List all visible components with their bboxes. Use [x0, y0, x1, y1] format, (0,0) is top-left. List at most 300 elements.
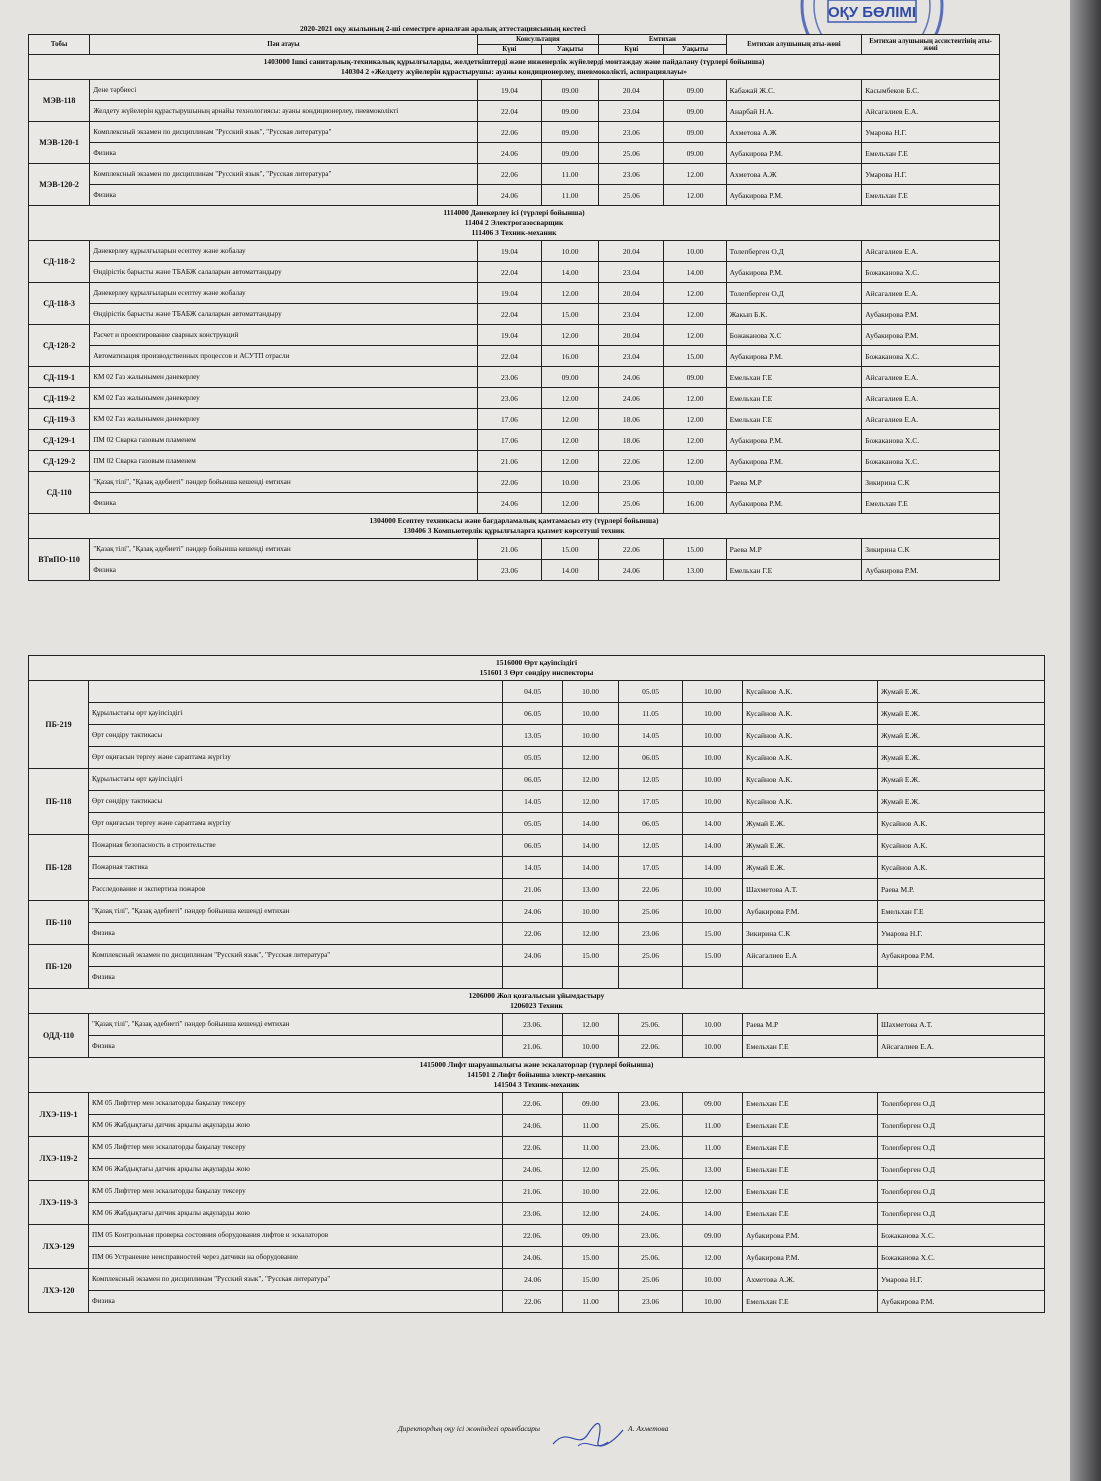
exam-day-cell: 25.06.: [619, 1247, 683, 1269]
subject-cell: Пожарная безопасность в строительстве: [89, 835, 503, 857]
footer-name: А. Ахметова: [628, 1424, 669, 1433]
exam-time-cell: 09.00: [664, 143, 726, 164]
header-examiner: Емтихан алушының аты-жөні: [726, 35, 862, 55]
table-row: [29, 1159, 1045, 1181]
table-row: [29, 791, 1045, 813]
subject-cell: Өрт оқиғасын тергеу және сараптама жүргізу: [89, 747, 503, 769]
exam-day-cell: 23.06: [619, 1291, 683, 1313]
group-code: МЭВ-118: [29, 80, 90, 122]
subject-cell: Өндірістік барысты және ТБАБЖ салаларын автоматтандыру: [90, 304, 478, 325]
header-exam: Емтихан: [599, 35, 726, 45]
specialty-line: 1206023 Техник: [510, 1001, 563, 1010]
consultation-day-cell: 05.05: [503, 813, 563, 835]
subject-cell: [89, 681, 503, 703]
consultation-day-cell: 14.05: [503, 857, 563, 879]
table-row: [29, 747, 1045, 769]
assistant-cell: Жумай Е.Ж.: [878, 703, 1045, 725]
consultation-day-cell: 22.04: [477, 262, 541, 283]
table-row: [29, 472, 1000, 493]
examiner-cell: Емельхан Г.Е: [743, 1159, 878, 1181]
subject-cell: Физика: [90, 493, 478, 514]
consultation-time-cell: 11.00: [563, 1137, 619, 1159]
exam-day-cell: 20.04: [599, 80, 664, 101]
exam-day-cell: 24.06: [599, 388, 664, 409]
subject-cell: Комплексный экзамен по дисциплинам "Русский язык", "Русская литература": [90, 122, 478, 143]
exam-day-cell: 18.06: [599, 409, 664, 430]
consultation-day-cell: 22.04: [477, 346, 541, 367]
table-row: [29, 409, 1000, 430]
consultation-time-cell: 10.00: [563, 725, 619, 747]
examiner-cell: Кусайнов А.К.: [743, 681, 878, 703]
group-code: ЛХЭ-129: [29, 1225, 89, 1269]
consultation-time-cell: 12.00: [542, 409, 599, 430]
assistant-cell: Божаканова Х.С.: [862, 346, 1000, 367]
exam-day-cell: 23.04: [599, 304, 664, 325]
specialty-line: 1114000 Дәнекерлеу ісі (түрлері бойынша): [443, 208, 585, 217]
consultation-day-cell: 22.06.: [503, 1225, 563, 1247]
subject-cell: КМ 06 Жабдықтағы датчик арқылы ақауларды жою: [89, 1203, 503, 1225]
examiner-cell: Аубакирова Р.М.: [726, 262, 862, 283]
header-consultation: Консультация: [477, 35, 598, 45]
specialty-line: 1415000 Лифт шаруашылығы және эскалаторлар (түрлері бойынша): [419, 1060, 654, 1069]
table-row: [29, 769, 1045, 791]
consultation-day-cell: 21.06.: [503, 1036, 563, 1058]
assistant-cell: Умарова Н.Г.: [878, 1269, 1045, 1291]
consultation-time-cell: 14.00: [542, 262, 599, 283]
assistant-cell: Кусайнов А.К.: [878, 835, 1045, 857]
consultation-time-cell: 10.00: [563, 681, 619, 703]
subject-cell: ПМ 05 Контрольная проверка состояния оборудования лифтов и эскалаторов: [89, 1225, 503, 1247]
header-exam-time: Уақыты: [664, 45, 726, 55]
exam-time-cell: 15.00: [683, 945, 743, 967]
exam-time-cell: 14.00: [683, 857, 743, 879]
consultation-day-cell: 23.06.: [503, 1014, 563, 1036]
examiner-cell: Емельхан Г.Е: [726, 409, 862, 430]
examiner-cell: Кабажай Ж.С.: [726, 80, 862, 101]
specialty-line: 140304 2 «Желдету жүйелерін құрастырушы: ауаны кондиционерлеу, пневмоколікті, аспирациялауы»: [340, 67, 687, 76]
group-code: МЭВ-120-2: [29, 164, 90, 206]
consultation-time-cell: 09.00: [542, 80, 599, 101]
table-row: [29, 430, 1000, 451]
table-row: [29, 1269, 1045, 1291]
exam-day-cell: 12.05: [619, 769, 683, 791]
subject-cell: КМ 05 Лифттер мен эскалаторды бақылау тексеру: [89, 1137, 503, 1159]
table-row: [29, 1181, 1045, 1203]
schedule-table-2: [28, 655, 1045, 1313]
consultation-day-cell: 24.06: [477, 143, 541, 164]
examiner-cell: Аубакирова Р.М.: [726, 143, 862, 164]
assistant-cell: Божаканова Х.С.: [878, 1225, 1045, 1247]
exam-day-cell: 14.05: [619, 725, 683, 747]
consultation-time-cell: 15.00: [563, 1269, 619, 1291]
consultation-time-cell: 14.00: [563, 813, 619, 835]
table-row: [29, 539, 1000, 560]
subject-cell: Дәнекерлеу құрылғыларын есептеу және жобалау: [90, 241, 478, 262]
exam-day-cell: 20.04: [599, 283, 664, 304]
exam-day-cell: 23.04: [599, 101, 664, 122]
consultation-day-cell: 24.06: [477, 185, 541, 206]
subject-cell: Физика: [89, 923, 503, 945]
exam-day-cell: 23.06.: [619, 1093, 683, 1115]
assistant-cell: Толепберген О.Д: [878, 1181, 1045, 1203]
consultation-time-cell: 15.00: [542, 539, 599, 560]
examiner-cell: Емельхан Г.Е: [743, 1115, 878, 1137]
consultation-time-cell: 10.00: [542, 472, 599, 493]
group-code: СД-129-1: [29, 430, 90, 451]
table-row: [29, 1291, 1045, 1313]
assistant-cell: Умарова Н.Г.: [862, 164, 1000, 185]
table-row: [29, 1225, 1045, 1247]
specialty-line: 11404 2 Электрогазосварщик: [464, 218, 564, 227]
table-row: [29, 388, 1000, 409]
table-row: [29, 879, 1045, 901]
assistant-cell: Айсагалиев Е.А.: [862, 409, 1000, 430]
table-row: [29, 681, 1045, 703]
exam-day-cell: 20.04: [599, 325, 664, 346]
exam-time-cell: 14.00: [683, 835, 743, 857]
subject-cell: Комплексный экзамен по дисциплинам "Русский язык", "Русская литература": [90, 164, 478, 185]
exam-day-cell: 06.05: [619, 747, 683, 769]
exam-time-cell: 12.00: [664, 451, 726, 472]
assistant-cell: Толепберген О.Д: [878, 1115, 1045, 1137]
subject-cell: Өрт оқиғасын тергеу және сараптама жүргізу: [89, 813, 503, 835]
assistant-cell: Божаканова Х.С.: [862, 451, 1000, 472]
table-row: [29, 122, 1000, 143]
consultation-day-cell: 05.05: [503, 747, 563, 769]
consultation-day-cell: 13.05: [503, 725, 563, 747]
consultation-day-cell: 21.06: [503, 879, 563, 901]
group-code: ПБ-110: [29, 901, 89, 945]
table-row: [29, 283, 1000, 304]
specialty-line: 1403000 Ішкі санитарлық-техникалық құрылғыларды, желдеткіштерді және инженерлік жүйелерді монтаждау және пайдалану (түрлері бойынша): [263, 57, 765, 66]
exam-day-cell: 23.06: [619, 923, 683, 945]
table-row: [29, 813, 1045, 835]
assistant-cell: Умарова Н.Г.: [878, 923, 1045, 945]
table-row: [29, 80, 1000, 101]
consultation-day-cell: 17.06: [477, 430, 541, 451]
exam-time-cell: 14.00: [683, 1203, 743, 1225]
consultation-day-cell: 21.06.: [503, 1181, 563, 1203]
consultation-day-cell: 24.06: [503, 901, 563, 923]
consultation-day-cell: 22.06: [477, 122, 541, 143]
table-row: [29, 703, 1045, 725]
exam-day-cell: 12.05: [619, 835, 683, 857]
examiner-cell: Жумай Е.Ж.: [743, 835, 878, 857]
consultation-time-cell: 13.00: [563, 879, 619, 901]
specialty-line: 1206000 Жол қозғалысын ұйымдастыру: [468, 991, 605, 1000]
consultation-time-cell: 10.00: [563, 1036, 619, 1058]
exam-time-cell: 10.00: [683, 1014, 743, 1036]
specialty-section: [29, 514, 1000, 539]
consultation-day-cell: 22.04: [477, 101, 541, 122]
exam-day-cell: 25.06: [599, 143, 664, 164]
exam-time-cell: 10.00: [683, 681, 743, 703]
consultation-time-cell: 09.00: [542, 101, 599, 122]
exam-day-cell: 23.06: [599, 472, 664, 493]
assistant-cell: Емельхан Г.Е: [878, 901, 1045, 923]
assistant-cell: [878, 967, 1045, 989]
examiner-cell: Ахметова А.Ж: [726, 122, 862, 143]
exam-time-cell: 14.00: [683, 813, 743, 835]
assistant-cell: Толепберген О.Д: [878, 1159, 1045, 1181]
consultation-time-cell: 14.00: [563, 857, 619, 879]
table-row: [29, 451, 1000, 472]
table-row: [29, 1115, 1045, 1137]
consultation-time-cell: 09.00: [542, 122, 599, 143]
subject-cell: "Қазақ тілі", "Қазақ әдебиеті" пәндер бойынша кешенді емтихан: [90, 539, 478, 560]
examiner-cell: Ахметова А.Ж.: [743, 1269, 878, 1291]
exam-day-cell: 24.06: [599, 367, 664, 388]
table-row: [29, 493, 1000, 514]
consultation-time-cell: 15.00: [563, 1247, 619, 1269]
consultation-day-cell: 24.06: [477, 493, 541, 514]
subject-cell: КМ 06 Жабдықтағы датчик арқылы ақауларды жою: [89, 1115, 503, 1137]
exam-time-cell: 10.00: [683, 879, 743, 901]
exam-time-cell: 09.00: [683, 1093, 743, 1115]
specialty-section: [29, 55, 1000, 80]
examiner-cell: Аубакирова Р.М.: [743, 1247, 878, 1269]
exam-time-cell: 09.00: [683, 1225, 743, 1247]
exam-day-cell: 25.06: [619, 901, 683, 923]
exam-time-cell: 10.00: [683, 791, 743, 813]
consultation-time-cell: 09.00: [542, 367, 599, 388]
specialty-line: 141504 3 Техник-механик: [493, 1080, 580, 1089]
group-code: ЛХЭ-120: [29, 1269, 89, 1313]
examiner-cell: Емельхан Г.Е: [726, 367, 862, 388]
assistant-cell: Айсагалиев Е.А.: [862, 101, 1000, 122]
subject-cell: Өрт сөндіру тактикасы: [89, 791, 503, 813]
exam-day-cell: 22.06: [599, 539, 664, 560]
specialty-section: [29, 206, 1000, 241]
examiner-cell: Емельхан Г.Е: [743, 1036, 878, 1058]
assistant-cell: Жумай Е.Ж.: [878, 747, 1045, 769]
consultation-day-cell: 04.05: [503, 681, 563, 703]
table-row: [29, 185, 1000, 206]
exam-day-cell: 24.06: [599, 560, 664, 581]
group-code: СД-119-1: [29, 367, 90, 388]
exam-time-cell: 13.00: [683, 1159, 743, 1181]
consultation-day-cell: 21.06: [477, 451, 541, 472]
group-code: ВТиПО-110: [29, 539, 90, 581]
header-consultation-day: Күні: [477, 45, 541, 55]
table-row: [29, 945, 1045, 967]
consultation-day-cell: 23.06: [477, 367, 541, 388]
specialty-section: [29, 1058, 1045, 1093]
assistant-cell: Толепберген О.Д: [878, 1203, 1045, 1225]
table-row: [29, 367, 1000, 388]
assistant-cell: Умарова Н.Г.: [862, 122, 1000, 143]
exam-time-cell: 14.00: [664, 262, 726, 283]
exam-time-cell: 15.00: [664, 539, 726, 560]
consultation-day-cell: 19.04: [477, 283, 541, 304]
examiner-cell: Раева М.Р: [726, 472, 862, 493]
subject-cell: Комплексный экзамен по дисциплинам "Русский язык", "Русская литература": [89, 945, 503, 967]
group-code: ЛХЭ-119-2: [29, 1137, 89, 1181]
exam-day-cell: 25.06.: [619, 1014, 683, 1036]
exam-day-cell: 22.06.: [619, 1036, 683, 1058]
assistant-cell: Толепберген О.Д: [878, 1137, 1045, 1159]
examiner-cell: Кусайнов А.К.: [743, 791, 878, 813]
specialty-heading: [29, 989, 1045, 1014]
exam-time-cell: 12.00: [664, 185, 726, 206]
assistant-cell: Емельхан Г.Е: [862, 493, 1000, 514]
exam-time-cell: 09.00: [664, 122, 726, 143]
exam-time-cell: 09.00: [664, 80, 726, 101]
consultation-time-cell: 12.00: [542, 430, 599, 451]
exam-time-cell: 12.00: [664, 388, 726, 409]
consultation-day-cell: 21.06: [477, 539, 541, 560]
group-code: ПБ-118: [29, 769, 89, 835]
subject-cell: ПМ 02 Сварка газовым пламенем: [90, 430, 478, 451]
table-row: [29, 325, 1000, 346]
table-row: [29, 560, 1000, 581]
subject-cell: ПМ 06 Устранение неисправностей через датчики на оборудование: [89, 1247, 503, 1269]
examiner-cell: Шахметова А.Т.: [743, 879, 878, 901]
exam-time-cell: 10.00: [664, 241, 726, 262]
exam-day-cell: 17.05: [619, 857, 683, 879]
header-group: Тобы: [29, 35, 90, 55]
exam-time-cell: 13.00: [664, 560, 726, 581]
consultation-time-cell: 12.00: [563, 1159, 619, 1181]
group-code: ЛХЭ-119-3: [29, 1181, 89, 1225]
exam-day-cell: [619, 967, 683, 989]
consultation-day-cell: 24.06.: [503, 1247, 563, 1269]
signature-image: [548, 1416, 628, 1456]
table-row: [29, 346, 1000, 367]
assistant-cell: Айсагалиев Е.А.: [862, 388, 1000, 409]
exam-day-cell: 05.05: [619, 681, 683, 703]
exam-time-cell: 10.00: [683, 1269, 743, 1291]
examiner-cell: Кусайнов А.К.: [743, 769, 878, 791]
exam-time-cell: 10.00: [664, 472, 726, 493]
subject-cell: Физика: [89, 1036, 503, 1058]
group-code: СД-118-2: [29, 241, 90, 283]
consultation-day-cell: 06.05: [503, 835, 563, 857]
subject-cell: Құрылыстағы өрт қауіпсіздігі: [89, 703, 503, 725]
table-row: [29, 967, 1045, 989]
exam-day-cell: 18.06: [599, 430, 664, 451]
assistant-cell: Аубакирова Р.М.: [862, 560, 1000, 581]
consultation-day-cell: 22.06: [477, 164, 541, 185]
consultation-time-cell: 10.00: [563, 901, 619, 923]
exam-time-cell: 11.00: [683, 1115, 743, 1137]
assistant-cell: Емельхан Г.Е: [862, 143, 1000, 164]
consultation-day-cell: 23.06: [477, 560, 541, 581]
subject-cell: КМ 05 Лифттер мен эскалаторды бақылау тексеру: [89, 1093, 503, 1115]
group-code: ЛХЭ-119-1: [29, 1093, 89, 1137]
group-code: СД-129-2: [29, 451, 90, 472]
subject-cell: КМ 02 Газ жалынымен дәнекерлеу: [90, 367, 478, 388]
examiner-cell: Аубакирова Р.М.: [743, 1225, 878, 1247]
consultation-time-cell: 12.00: [563, 769, 619, 791]
subject-cell: "Қазақ тілі", "Қазақ әдебиеті" пәндер бойынша кешенді емтихан: [89, 901, 503, 923]
examiner-cell: Емельхан Г.Е: [726, 560, 862, 581]
exam-day-cell: 25.06: [599, 185, 664, 206]
exam-time-cell: 12.00: [664, 283, 726, 304]
table-row: [29, 835, 1045, 857]
subject-cell: КМ 02 Газ жалынымен дәнекерлеу: [90, 388, 478, 409]
schedule-table-1: [28, 34, 1000, 581]
examiner-cell: Кусайнов А.К.: [743, 747, 878, 769]
group-code: СД-128-2: [29, 325, 90, 367]
examiner-cell: Аубакирова Р.М.: [743, 901, 878, 923]
subject-cell: КМ 02 Газ жалынымен дәнекерлеу: [90, 409, 478, 430]
subject-cell: "Қазақ тілі", "Қазақ әдебиеті" пәндер бойынша кешенді емтихан: [90, 472, 478, 493]
specialty-heading: [29, 206, 1000, 241]
subject-cell: Құрылыстағы өрт қауіпсіздігі: [89, 769, 503, 791]
exam-day-cell: 25.06: [619, 1269, 683, 1291]
subject-cell: Пожарная тактика: [89, 857, 503, 879]
group-code: ПБ-219: [29, 681, 89, 769]
examiner-cell: Кусайнов А.К.: [743, 725, 878, 747]
consultation-time-cell: 10.00: [563, 1181, 619, 1203]
specialty-heading: [29, 656, 1045, 681]
assistant-cell: Айсагалиев Е.А.: [862, 241, 1000, 262]
page-edge: [1070, 0, 1101, 1481]
specialty-heading: [29, 1058, 1045, 1093]
consultation-time-cell: 12.00: [542, 283, 599, 304]
consultation-day-cell: 17.06: [477, 409, 541, 430]
consultation-time-cell: 09.00: [563, 1093, 619, 1115]
exam-day-cell: 23.04: [599, 262, 664, 283]
examiner-cell: [743, 967, 878, 989]
document-title: 2020-2021 оқу жылының 2-ші семестрге арналған аралық аттестациясының кестесі: [300, 24, 586, 33]
assistant-cell: Касымбеков Б.С.: [862, 80, 1000, 101]
group-code: ОДД-110: [29, 1014, 89, 1058]
table-row: [29, 901, 1045, 923]
specialty-line: 130406 3 Компьютерлік құрылғыларға қызмет көрсетуші техник: [403, 526, 625, 535]
consultation-day-cell: 24.06: [503, 1269, 563, 1291]
consultation-time-cell: 11.00: [542, 164, 599, 185]
exam-time-cell: 09.00: [664, 101, 726, 122]
exam-day-cell: 23.06: [599, 164, 664, 185]
specialty-heading: [29, 514, 1000, 539]
subject-cell: Физика: [90, 143, 478, 164]
subject-cell: Өрт сөндіру тактикасы: [89, 725, 503, 747]
examiner-cell: Раева М.Р: [726, 539, 862, 560]
table-row: [29, 143, 1000, 164]
consultation-day-cell: 06.05: [503, 703, 563, 725]
stamp-label: ОҚУ БӨЛІМІ: [827, 4, 917, 21]
exam-day-cell: 22.06.: [619, 1181, 683, 1203]
consultation-time-cell: 10.00: [542, 241, 599, 262]
assistant-cell: Аубакирова Р.М.: [862, 325, 1000, 346]
examiner-cell: Божаканова Х.С: [726, 325, 862, 346]
assistant-cell: Жумай Е.Ж.: [878, 725, 1045, 747]
table-row: [29, 1036, 1045, 1058]
subject-cell: Автоматизация производственных процессов и АСУТП отрасли: [90, 346, 478, 367]
exam-day-cell: 23.04: [599, 346, 664, 367]
table-row: [29, 1093, 1045, 1115]
specialty-line: 151601 3 Өрт сөндіру инспекторы: [479, 668, 594, 677]
assistant-cell: Аубакирова Р.М.: [878, 1291, 1045, 1313]
examiner-cell: Жакып Б.К.: [726, 304, 862, 325]
group-code: ПБ-120: [29, 945, 89, 989]
consultation-day-cell: 19.04: [477, 241, 541, 262]
exam-time-cell: 15.00: [683, 923, 743, 945]
table-row: [29, 1137, 1045, 1159]
subject-cell: "Қазақ тілі", "Қазақ әдебиеті" пәндер бойынша кешенді емтихан: [89, 1014, 503, 1036]
exam-day-cell: 25.06: [619, 945, 683, 967]
consultation-time-cell: 16.00: [542, 346, 599, 367]
exam-time-cell: 12.00: [683, 1247, 743, 1269]
assistant-cell: Божаканова Х.С.: [878, 1247, 1045, 1269]
table-row: [29, 1014, 1045, 1036]
assistant-cell: Божаканова Х.С.: [862, 430, 1000, 451]
exam-day-cell: 25.06: [599, 493, 664, 514]
assistant-cell: Зикирина С.К: [862, 472, 1000, 493]
consultation-time-cell: 10.00: [563, 703, 619, 725]
